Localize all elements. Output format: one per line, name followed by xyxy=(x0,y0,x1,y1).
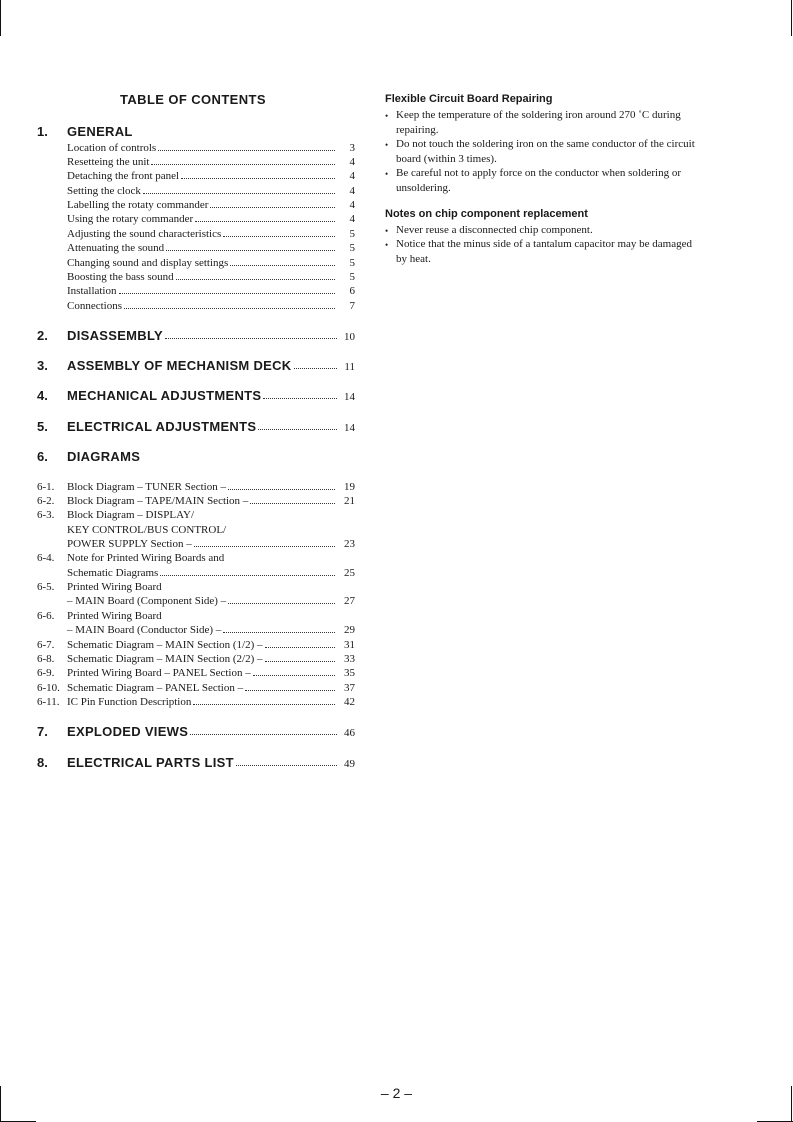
note-text: Notice that the minus side of a tantalum capacitor may be damaged by heat. xyxy=(396,238,692,265)
section-title: DIAGRAMS xyxy=(67,449,141,464)
entry-title: Schematic Diagrams xyxy=(67,567,159,579)
dot-leader xyxy=(263,398,337,399)
entry-title: Block Diagram – DISPLAY/ xyxy=(67,509,195,521)
dot-leader xyxy=(210,207,335,208)
entry-page: 5 xyxy=(349,257,355,269)
toc-entry-6-4-cont[interactable] xyxy=(37,565,355,579)
toc-entry-detaching-front-panel[interactable] xyxy=(67,168,355,182)
section-page: 11 xyxy=(344,361,355,373)
entry-number: 6-1. xyxy=(37,481,55,493)
dot-leader xyxy=(265,647,335,648)
section-page: 46 xyxy=(344,727,355,739)
entry-title: Block Diagram – TUNER Section – xyxy=(67,481,226,493)
entry-page: 31 xyxy=(344,639,355,651)
toc-section-2[interactable] xyxy=(37,325,355,343)
bullet-icon: • xyxy=(385,111,389,121)
entry-title: Resetteing the unit xyxy=(67,156,150,168)
entry-page: 4 xyxy=(349,213,355,225)
dot-leader xyxy=(165,338,337,339)
entry-number: 6-6. xyxy=(37,610,55,622)
toc-section-7[interactable] xyxy=(37,721,355,739)
entry-page: 5 xyxy=(349,242,355,254)
entry-title: Schematic Diagram – MAIN Section (1/2) – xyxy=(67,639,263,651)
entry-title: Printed Wiring Board xyxy=(67,581,162,593)
bullet-icon: • xyxy=(385,226,389,236)
dot-leader xyxy=(228,489,335,490)
dot-leader xyxy=(124,308,335,309)
toc-title: TABLE OF CONTENTS xyxy=(120,92,266,107)
entry-number: 6-10. xyxy=(37,682,60,694)
note-text: Keep the temperature of the soldering iron around 270 ˚C during repairing. xyxy=(396,109,681,136)
section-page: 14 xyxy=(344,422,355,434)
section-number: 4. xyxy=(37,388,48,403)
section-number: 1. xyxy=(37,124,48,139)
section-title: ELECTRICAL ADJUSTMENTS xyxy=(67,419,257,434)
toc-entry-6-3-cont-2[interactable] xyxy=(37,536,355,550)
dot-leader xyxy=(151,164,335,165)
section-title: ELECTRICAL PARTS LIST xyxy=(67,755,234,770)
toc-entry-adjusting-sound[interactable] xyxy=(67,226,355,240)
entry-page: 19 xyxy=(344,481,355,493)
entry-page: 4 xyxy=(349,156,355,168)
entry-page: 42 xyxy=(344,696,355,708)
dot-leader xyxy=(176,279,335,280)
toc-entry-boosting-bass[interactable] xyxy=(67,269,355,283)
toc-entry-attenuating-sound[interactable] xyxy=(67,240,355,254)
entry-title: KEY CONTROL/BUS CONTROL/ xyxy=(67,524,227,536)
toc-entry-6-5[interactable] xyxy=(37,579,355,593)
toc-entry-installation[interactable] xyxy=(67,283,355,297)
entry-page: 27 xyxy=(344,595,355,607)
section-page: 49 xyxy=(344,758,355,770)
entry-page: 21 xyxy=(344,495,355,507)
chip-note-2 xyxy=(385,237,705,266)
page-number: – 2 – xyxy=(380,1085,413,1101)
section-number: 3. xyxy=(37,358,48,373)
section-title: EXPLODED VIEWS xyxy=(67,724,189,739)
dot-leader xyxy=(265,661,335,662)
entry-title: Connections xyxy=(67,300,122,312)
entry-title: Block Diagram – TAPE/MAIN Section – xyxy=(67,495,249,507)
dot-leader xyxy=(194,546,335,547)
dot-leader xyxy=(236,765,337,766)
toc-section-8[interactable] xyxy=(37,752,355,770)
toc-entry-6-10[interactable] xyxy=(37,680,355,694)
entry-page: 29 xyxy=(344,624,355,636)
note-text: Do not touch the soldering iron on the same conductor of the circuit board (within 3 times). xyxy=(396,138,695,165)
entry-title: – MAIN Board (Component Side) – xyxy=(67,595,227,607)
dot-leader xyxy=(253,675,335,676)
dot-leader xyxy=(119,293,336,294)
entry-title: – MAIN Board (Conductor Side) – xyxy=(67,624,222,636)
entry-title: POWER SUPPLY Section – xyxy=(67,538,192,550)
dot-leader xyxy=(160,575,335,576)
entry-page: 4 xyxy=(349,170,355,182)
section-page: 14 xyxy=(344,391,355,403)
entry-title: Printed Wiring Board – PANEL Section – xyxy=(67,667,251,679)
toc-entry-6-9[interactable] xyxy=(37,665,355,679)
entry-number: 6-3. xyxy=(37,509,55,521)
toc-entry-changing-settings[interactable] xyxy=(67,255,355,269)
entry-title: Schematic Diagram – MAIN Section (2/2) – xyxy=(67,653,263,665)
flex-note-3 xyxy=(385,166,705,195)
toc-entry-6-4[interactable] xyxy=(37,550,355,564)
entry-page: 35 xyxy=(344,667,355,679)
entry-title: Schematic Diagram – PANEL Section – xyxy=(67,682,244,694)
toc-entry-6-1[interactable] xyxy=(37,479,355,493)
entry-number: 6-2. xyxy=(37,495,55,507)
dot-leader xyxy=(230,265,335,266)
entry-number: 6-9. xyxy=(37,667,55,679)
dot-leader xyxy=(294,368,338,369)
toc-entry-6-8[interactable] xyxy=(37,651,355,665)
dot-leader xyxy=(258,429,337,430)
crop-mark-top-right xyxy=(791,0,792,36)
dot-leader xyxy=(158,150,335,151)
toc-entry-using-commander[interactable] xyxy=(67,211,355,225)
note-text: Never reuse a disconnected chip component. xyxy=(396,224,593,236)
section-title: DISASSEMBLY xyxy=(67,328,164,343)
entry-page: 4 xyxy=(349,185,355,197)
section-number: 2. xyxy=(37,328,48,343)
entry-title: Adjusting the sound characteristics xyxy=(67,228,222,240)
dot-leader xyxy=(223,632,335,633)
entry-title: Detaching the front panel xyxy=(67,170,180,182)
section-number: 5. xyxy=(37,419,48,434)
section-title: ASSEMBLY OF MECHANISM DECK xyxy=(67,358,292,373)
section-number: 6. xyxy=(37,449,48,464)
flex-repair-heading: Flexible Circuit Board Repairing xyxy=(385,93,553,105)
entry-page: 23 xyxy=(344,538,355,550)
toc-entry-6-5-cont[interactable] xyxy=(37,593,355,607)
entry-title: IC Pin Function Description xyxy=(67,696,192,708)
entry-page: 7 xyxy=(349,300,355,312)
crop-mark-top-left xyxy=(0,0,1,36)
entry-number: 6-5. xyxy=(37,581,55,593)
dot-leader xyxy=(228,603,335,604)
toc-section-6[interactable] xyxy=(37,446,355,464)
toc-entry-resetting-the-unit[interactable] xyxy=(67,154,355,168)
entry-title: Attenuating the sound xyxy=(67,242,165,254)
dot-leader xyxy=(143,193,335,194)
entry-page: 4 xyxy=(349,199,355,211)
note-text: Be careful not to apply force on the conductor when soldering or unsoldering. xyxy=(396,167,681,194)
toc-entry-6-6[interactable] xyxy=(37,608,355,622)
toc-section-4[interactable] xyxy=(37,385,355,403)
entry-title: Installation xyxy=(67,285,117,297)
entry-page: 6 xyxy=(349,285,355,297)
entry-number: 6-8. xyxy=(37,653,55,665)
section-number: 8. xyxy=(37,755,48,770)
entry-title: Note for Printed Wiring Boards and xyxy=(67,552,225,564)
toc-entry-6-6-cont[interactable] xyxy=(37,622,355,636)
entry-title: Boosting the bass sound xyxy=(67,271,174,283)
entry-number: 6-7. xyxy=(37,639,55,651)
toc-entry-6-7[interactable] xyxy=(37,637,355,651)
dot-leader xyxy=(190,734,337,735)
entry-page: 33 xyxy=(344,653,355,665)
toc-entry-6-11[interactable] xyxy=(37,694,355,708)
entry-page: 5 xyxy=(349,228,355,240)
bullet-icon: • xyxy=(385,169,389,179)
dot-leader xyxy=(166,250,335,251)
flex-note-2 xyxy=(385,137,705,166)
dot-leader xyxy=(245,690,335,691)
entry-page: 25 xyxy=(344,567,355,579)
bullet-icon: • xyxy=(385,140,389,150)
flex-note-1 xyxy=(385,108,705,137)
entry-title: Labelling the rotaty commander xyxy=(67,199,209,211)
toc-section-5[interactable] xyxy=(37,416,355,434)
entry-page: 37 xyxy=(344,682,355,694)
chip-replacement-heading: Notes on chip component replacement xyxy=(385,208,588,220)
entry-number: 6-11. xyxy=(37,696,60,708)
section-page: 10 xyxy=(344,331,355,343)
dot-leader xyxy=(195,221,335,222)
entry-title: Location of controls xyxy=(67,142,157,154)
entry-page: 3 xyxy=(349,142,355,154)
toc-section-3[interactable] xyxy=(37,355,355,373)
dot-leader xyxy=(250,503,335,504)
bullet-icon: • xyxy=(385,240,389,250)
section-number: 7. xyxy=(37,724,48,739)
entry-page: 5 xyxy=(349,271,355,283)
toc-entry-connections[interactable] xyxy=(67,298,355,312)
dot-leader xyxy=(223,236,335,237)
entry-title: Using the rotary commander xyxy=(67,213,194,225)
entry-title: Printed Wiring Board xyxy=(67,610,162,622)
toc-entry-6-3[interactable] xyxy=(37,507,355,521)
toc-entry-6-3-cont-1[interactable] xyxy=(37,522,355,536)
dot-leader xyxy=(181,178,335,179)
section-title: MECHANICAL ADJUSTMENTS xyxy=(67,388,262,403)
toc-entry-setting-clock[interactable] xyxy=(67,183,355,197)
toc-entry-labelling-commander[interactable] xyxy=(67,197,355,211)
toc-entry-6-2[interactable] xyxy=(37,493,355,507)
toc-entry-location-of-controls[interactable] xyxy=(67,140,355,154)
toc-section-1[interactable] xyxy=(37,121,355,139)
entry-title: Setting the clock xyxy=(67,185,141,197)
entry-number: 6-4. xyxy=(37,552,55,564)
dot-leader xyxy=(193,704,335,705)
section-title: GENERAL xyxy=(67,124,133,139)
entry-title: Changing sound and display settings xyxy=(67,257,229,269)
